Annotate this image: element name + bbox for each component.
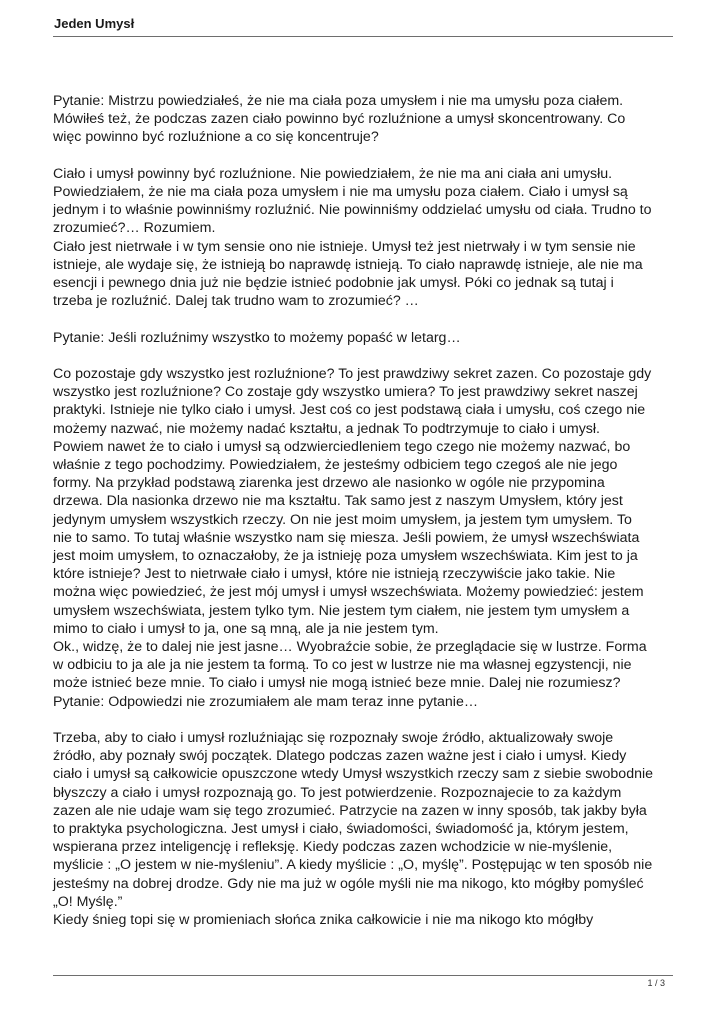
page-footer — [53, 975, 673, 996]
paragraph-gap — [53, 147, 678, 165]
question-paragraph-2: Pytanie: Jeśli rozluźnimy wszystko to możemy popaść w letarg… — [53, 329, 461, 346]
answer-paragraph-3: Trzeba, aby to ciało i umysł rozluźniając się rozpoznały swoje źródło, aktualizowały swoje źródło, aby poznały swój początek. Dlatego podczas zazen ważne jest i ciało i umysł. Kiedy ciało i umysł są całkowicie opuszczone wtedy Umysł wszystkich rzeczy sam z siebie swobodnie błyszczy a ciało i umysł rozpoznają go. To jest potwierdzenie. Rozpoznajecie to za każdym zazen ale nie udaje wam się tego zrozumieć. Patrzycie na zazen w inny sposób, tak jakby była to praktyka psychologiczna. Jest umysł i ciało, świadomości, świadomość ja, którym jestem, wspierana przez inteligencję i refleksję. Kiedy podczas zazen wchodzicie w nie-myślenie, myślicie : „O jestem w nie-myśleniu”. A kiedy myślicie : „O, myślę”. Postępując w ten sposób nie jesteśmy na dobrej drodze. Gdy nie ma już w ogóle myśli nie ma nikogo, kto mógłby pomyśleć „O! Myślę.” Kiedy śnieg topi się w promieniach słońca znika całkowicie i nie ma nikogo kto mógłby — [53, 730, 654, 929]
document-title: Jeden Umysł — [54, 16, 135, 31]
paragraph-gap — [53, 711, 678, 729]
paragraph-gap — [53, 310, 678, 328]
answer-paragraph-1: Ciało i umysł powinny być rozluźnione. Nie powiedziałem, że nie ma ani ciała ani umysłu. Powiedziałem, że nie ma ciała poza umysłem i nie ma umysłu poza ciałem. Ciało i umysł są jednym i to właśnie powinniśmy rozluźnić. Nie powinniśmy oddzielać umysłu od ciała. Trudno to zrozumieć?… Rozumiem. Ciało jest nietrwałe i w tym sensie ono nie istnieje. Umysł też jest nietrwały i w tym sensie nie istnieje, ale wydaje się, że istnieją bo naprawdę istnieją. To ciało naprawdę istnieje, ale nie ma esencji i pewnego dnia już nie będzie istnieć podobnie jak umysł. Póki co jednak są tutaj i trzeba je rozluźnić. Dalej tak trudno wam to zrozumieć? … — [53, 165, 652, 310]
answer-paragraph-2: Co pozostaje gdy wszystko jest rozluźnione? To jest prawdziwy sekret zazen. Co pozostaje gdy wszystko jest rozluźnione? Co zostaje gdy wszystko umiera? To jest prawdziwy sekret naszej praktyki. Istnieje nie tylko ciało i umysł. Jest coś co jest podstawą ciała i umysłu, coś czego nie możemy nazwać, nie możemy nadać kształtu, a jednak To podtrzymuje to ciało i umysł. Powiem nawet że to ciało i umysł są odzwierciedleniem tego czego nie możemy nazwać, bo właśnie z tego pochodzimy. Powiedziałem, że jesteśmy odbiciem tego czegoś ale nie jego formy. Na przykład podstawą ziarenka jest drzewo ale nasionko w ogóle nie przypomina drzewa. Dla nasionka drzewo nie ma kształtu. Tak samo jest z naszym Umysłem, który jest jedynym umysłem wszystkich rzeczy. On nie jest moim umysłem, ja jestem tym umysłem. To nie to samo. To tutaj właśnie wszystko nam się miesza. Jeśli powiem, że umysł wszechświata jest moim umysłem, to oznaczałoby, że ja istnieję poza umysłem wszechświata. Kim jest to ja które istnieje? Jest to nietrwałe ciało i umysł, które nie istnieją rzeczywiście jako takie. Nie można więc powiedzieć, że jest mój umysł i umysł wszechświata. Możemy powiedzieć: jestem umysłem wszechświata, jestem tylko tym. Nie jestem tym ciałem, nie jestem tym umysłem a mimo to ciało i umysł to ja, one są mną, ale ja nie jestem tym. Ok., widzę, że to dalej nie jest jasne… Wyobraźcie sobie, że przeglądacie się w lustrze. Forma w odbiciu to ja ale ja nie jestem ta formą. To co jest w lustrze nie ma własnej egzystencji, nie może istnieć beze mnie. To ciało i umysł nie mogą istnieć beze mnie. Dalej nie rozumiesz? Pytanie: Odpowiedzi nie zrozumiałem ale mam teraz inne pytanie… — [53, 366, 652, 710]
page-header — [53, 12, 673, 37]
paragraph-gap — [53, 347, 678, 365]
question-paragraph-1: Pytanie: Mistrzu powiedziałeś, że nie ma ciała poza umysłem i nie ma umysłu poza ciałem. Mówiłeś też, że podczas zazen ciało powinno być rozluźnione a umysł skoncentrowany. Co więc powinno być rozluźnione a co się koncentruje? — [53, 93, 626, 146]
document-body — [53, 92, 678, 929]
page-number: 1 / 3 — [647, 978, 665, 988]
